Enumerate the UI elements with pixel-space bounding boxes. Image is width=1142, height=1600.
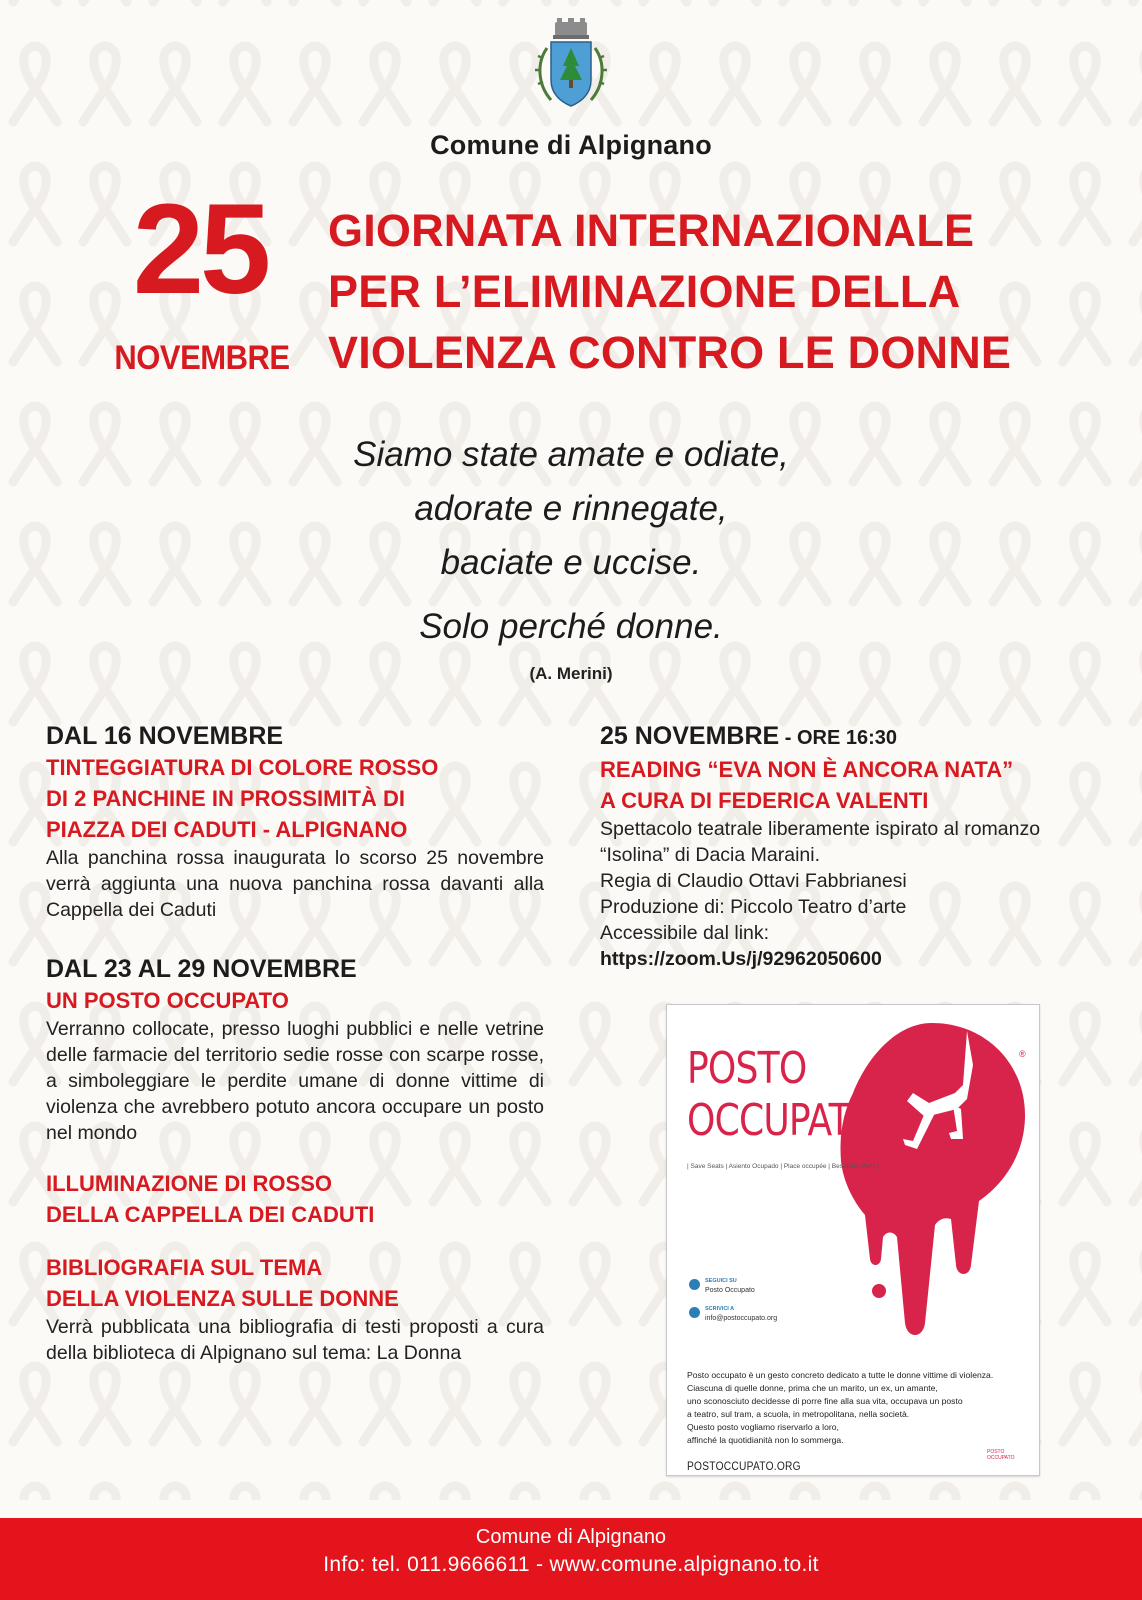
- event-posto-occupato: [46, 953, 544, 1146]
- registered-mark: ®: [1019, 1049, 1026, 1059]
- zoom-link[interactable]: https://zoom.Us/j/92962050600: [600, 948, 882, 970]
- event-headline: [328, 200, 1011, 383]
- event-description-line: Produzione di: Piccolo Teatro d’arte: [600, 896, 907, 918]
- quote-line: Solo perché donne.: [419, 607, 723, 646]
- event-red-benches: [46, 720, 544, 923]
- event-title: DI 2 PANCHINE IN PROSSIMITÀ DI: [46, 786, 405, 811]
- contact-label: SCRIVICI A: [705, 1306, 735, 1312]
- footer-bar: [0, 1518, 1142, 1600]
- event-description-line: Regia di Claudio Ottavi Fabbrianesi: [600, 870, 907, 892]
- poster-desc-line: affinché la quotidianità non lo sommerga.: [687, 1435, 844, 1445]
- poster-languages: | Save Seats | Asiento Ocupado | Place occupée | Besetzter Platz |: [687, 1163, 879, 1170]
- contact-value: Posto Occupato: [705, 1287, 755, 1294]
- contact-label: SEGUICI SU: [705, 1278, 737, 1284]
- event-description-line: “Isolina” di Dacia Maraini.: [600, 844, 820, 866]
- facebook-contact[interactable]: [689, 1277, 755, 1295]
- posto-occupato-poster: [666, 1004, 1040, 1476]
- event-description: Alla panchina rossa inaugurata lo scorso 25 novembre verrà aggiunta una nuova panchina rossa davanti alla Cappella dei Caduti: [46, 847, 544, 921]
- quote-author: (A. Merini): [529, 664, 613, 683]
- event-title: UN POSTO OCCUPATO: [46, 988, 289, 1013]
- footer-municipality: Comune di Alpignano: [475, 1526, 667, 1548]
- poster-desc-line: Ciascuna di quelle donne, prima che un marito, un ex, un amante,: [687, 1383, 938, 1393]
- mini-logo: [987, 1449, 1015, 1461]
- event-title: READING “EVA NON È ANCORA NATA”: [600, 757, 1014, 782]
- event-date: DAL 16 NOVEMBRE: [46, 722, 284, 750]
- event-title: DELLA CAPPELLA DEI CADUTI: [46, 1202, 375, 1227]
- logo-line: POSTO: [687, 1043, 807, 1094]
- logo-line: OCCUPATO: [687, 1095, 878, 1146]
- mini-logo-line: POSTO: [987, 1449, 1005, 1455]
- event-description-line: Accessibile dal link:: [600, 922, 770, 944]
- poster-desc-line: Posto occupato è un gesto concreto dedicato a tutte le donne vittime di violenza.: [687, 1370, 994, 1380]
- municipality-name: Comune di Alpignano: [430, 130, 712, 160]
- event-title: BIBLIOGRAFIA SUL TEMA: [46, 1255, 323, 1280]
- poster-description: [687, 1369, 1027, 1447]
- event-bibliography: [46, 1252, 544, 1366]
- footer-contact-info: Info: tel. 011.9666611 - www.comune.alpignano.to.it: [323, 1553, 819, 1576]
- event-date: [600, 720, 1100, 754]
- posto-occupato-logo: [687, 1043, 877, 1147]
- headline-line: VIOLENZA CONTRO LE DONNE: [328, 327, 1012, 378]
- event-red-lighting: [46, 1168, 544, 1230]
- email-icon: [689, 1307, 700, 1318]
- date-month: NOVEMBRE: [114, 338, 290, 377]
- contact-value: info@postoccupato.org: [705, 1315, 778, 1322]
- quote-line: baciate e uccise.: [440, 543, 702, 582]
- event-date: DAL 23 AL 29 NOVEMBRE: [46, 955, 357, 983]
- mini-logo-line: OCCUPATO: [987, 1455, 1015, 1461]
- headline-line: GIORNATA INTERNAZIONALE: [328, 205, 975, 256]
- event-description-line: Spettacolo teatrale liberamente ispirato al romanzo: [600, 818, 1041, 840]
- event-title: PIAZZA DEI CADUTI - ALPIGNANO: [46, 817, 408, 842]
- event-description: Verranno collocate, presso luoghi pubblici e nelle vetrine delle farmacie del territorio sedie rosse con scarpe rosse, a simboleggiare le perdite umane di donne vittime di violenza che avrebbero potuto ancora occupare un posto nel mondo: [46, 1018, 544, 1144]
- event-title: A CURA DI FEDERICA VALENTI: [600, 788, 929, 813]
- event-description: Verrà pubblicata una bibliografia di testi proposti a cura della biblioteca di Alpignano sul tema: La Donna: [46, 1316, 544, 1364]
- headline-line: PER L’ELIMINAZIONE DELLA: [328, 266, 961, 317]
- event-title: TINTEGGIATURA DI COLORE ROSSO: [46, 755, 439, 780]
- email-contact[interactable]: [689, 1305, 777, 1323]
- date-day: 25: [132, 178, 268, 321]
- poster-desc-line: Questo posto vogliamo riservarlo a loro,: [687, 1422, 839, 1432]
- poem-quote: [0, 428, 1142, 654]
- facebook-icon: [689, 1279, 700, 1290]
- left-column-events: [46, 720, 544, 1366]
- event-title: ILLUMINAZIONE DI ROSSO: [46, 1171, 332, 1196]
- quote-line: adorate e rinnegate,: [414, 489, 728, 528]
- event-date-text: 25 NOVEMBRE: [600, 722, 780, 750]
- poster-desc-line: a teatro, sul tram, a scuola, in metropolitana, nella società.: [687, 1409, 910, 1419]
- poster-desc-line: uno sconosciuto decidesse di porre fine alla sua vita, occupava un posto: [687, 1396, 963, 1406]
- event-title: DELLA VIOLENZA SULLE DONNE: [46, 1286, 399, 1311]
- municipal-crest-icon: [531, 18, 611, 114]
- poster-url[interactable]: POSTOCCUPATO.ORG: [687, 1459, 801, 1473]
- quote-line: Siamo state amate e odiate,: [353, 435, 789, 474]
- event-time: - ORE 16:30: [779, 727, 898, 749]
- right-column-event: [600, 720, 1100, 972]
